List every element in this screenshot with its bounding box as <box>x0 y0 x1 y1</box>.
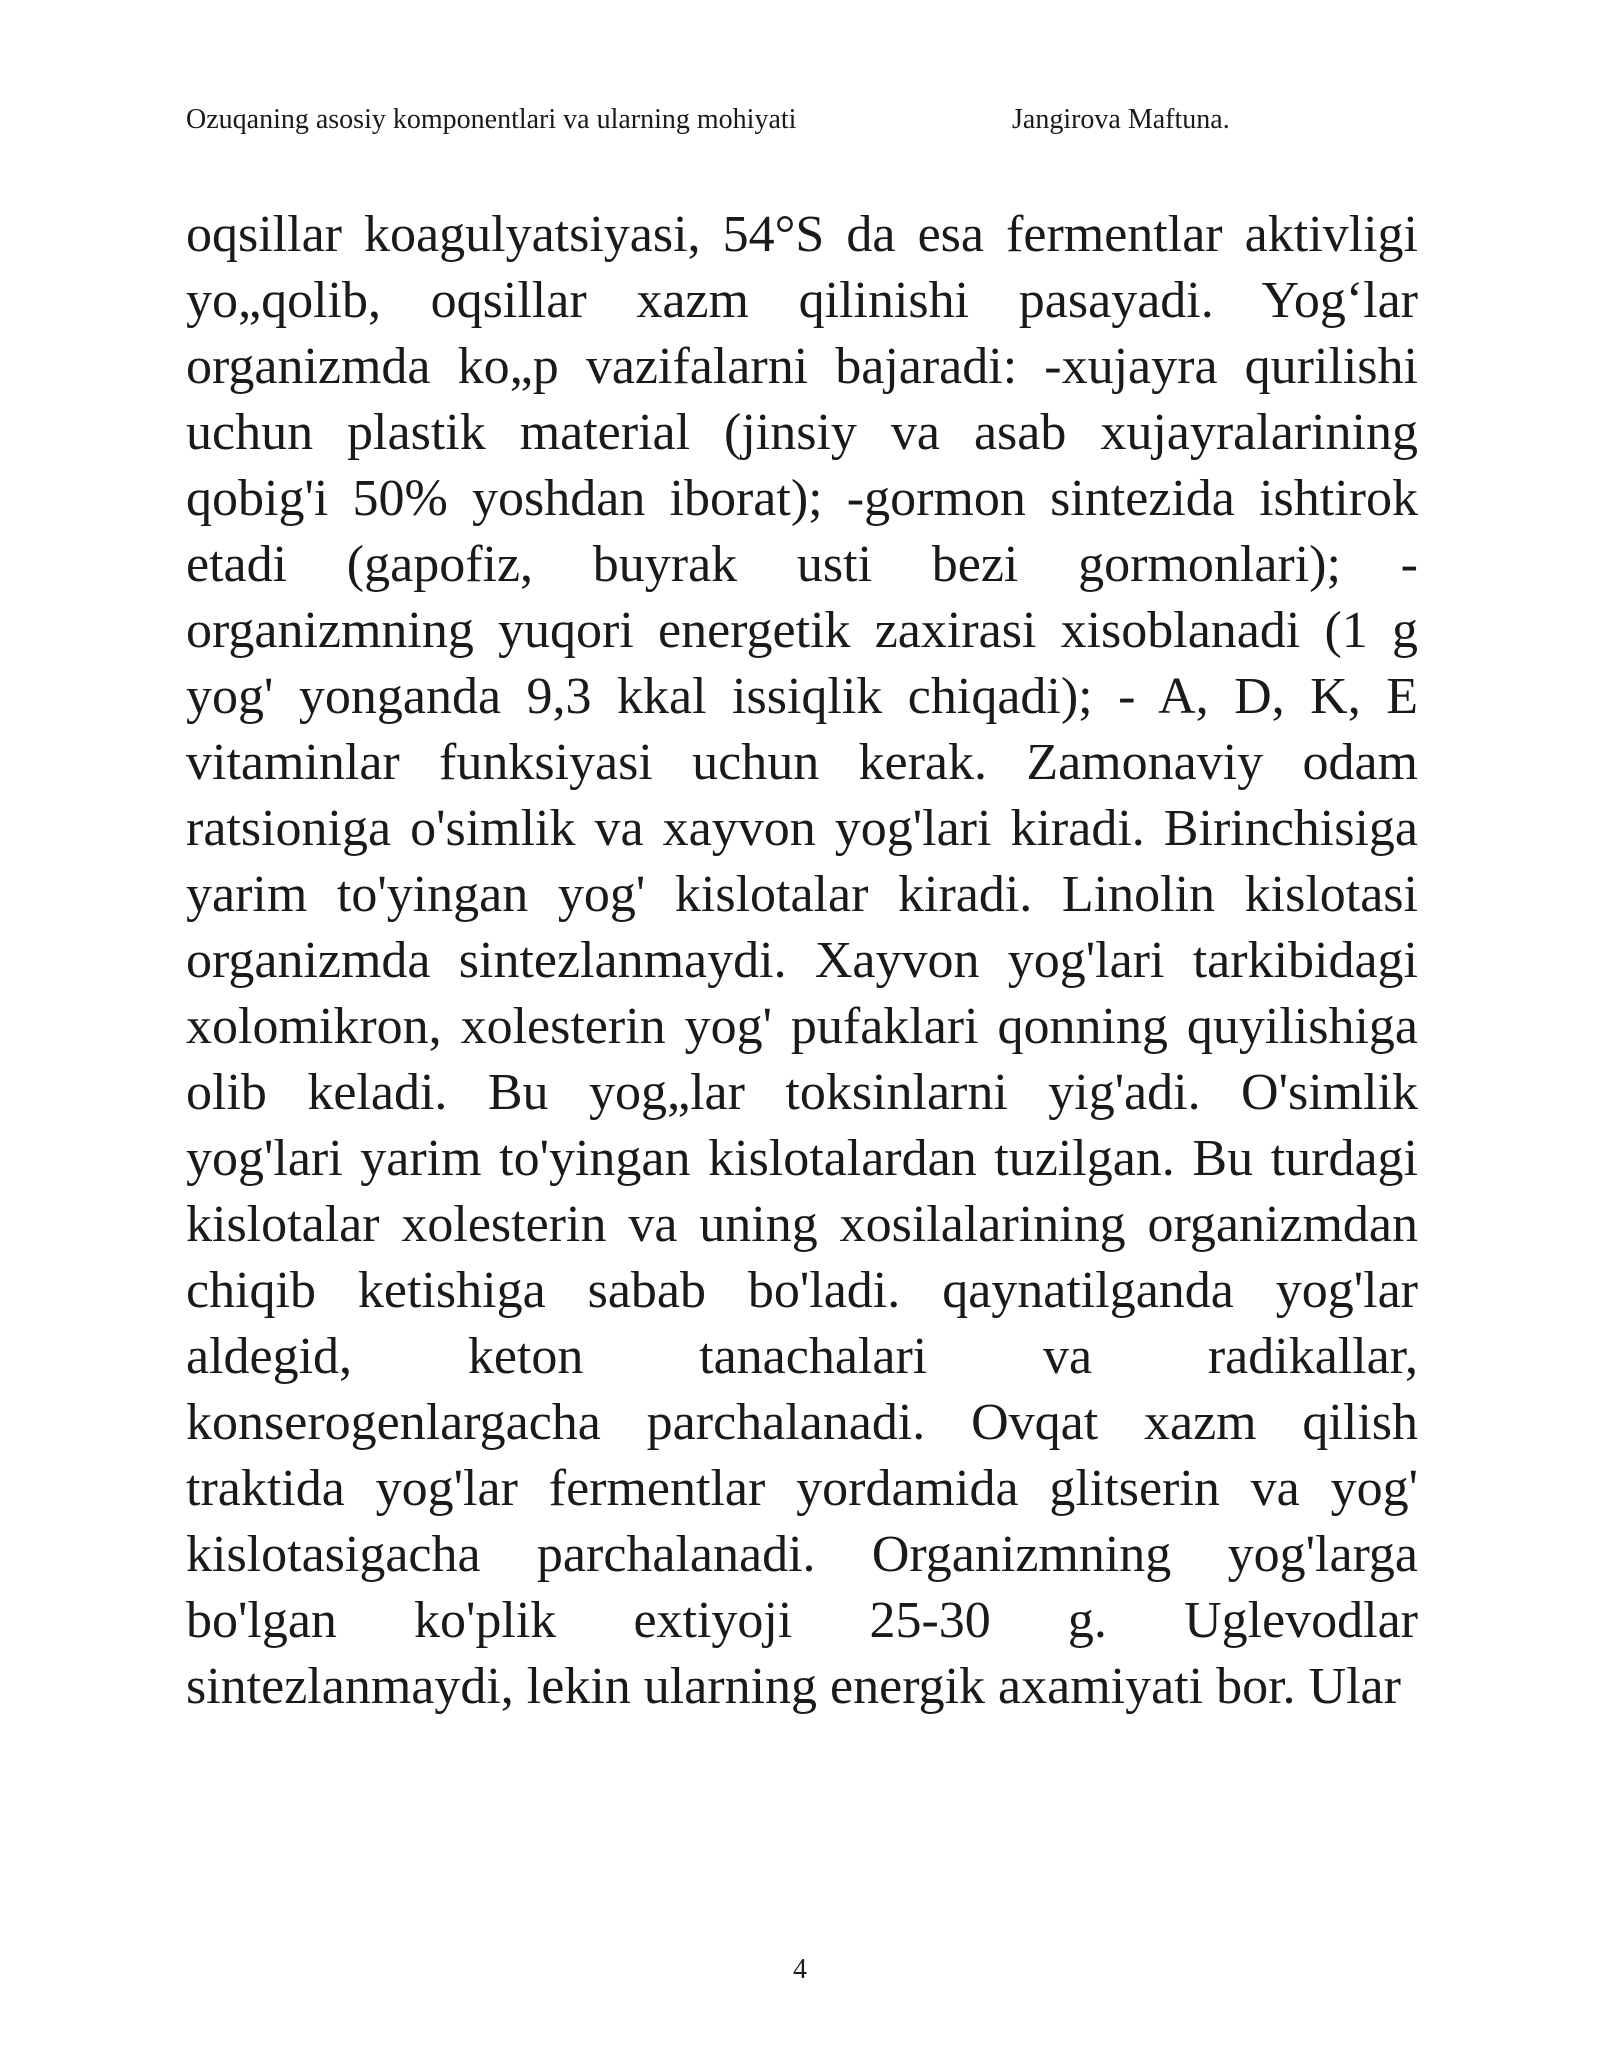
header-title: Ozuqaning asosiy komponentlari va ularning mohiyati <box>186 104 797 135</box>
page-header <box>186 100 1416 140</box>
header-author: Jangirova Maftuna. <box>1012 104 1230 135</box>
page-number: 4 <box>793 1954 807 1985</box>
body-paragraph: oqsillar koagulyatsiyasi, 54°S da esa fermentlar aktivligi yo„qolib, oqsillar xazm qilinishi pasayadi. Yog‘lar organizmda ko„p vazifalarni bajaradi: -xujayra qurilishi uchun plastik material (jinsiy va asab xujayralarining qobig'i 50% yoshdan iborat); -gormon sintezida ishtirok etadi (gapofiz, buyrak usti bezi gormonlari); - organizmning yuqori energetik zaxirasi xisoblanadi (1 g yog' yonganda 9,3 kkal issiqlik chiqadi); - A, D, K, E vitaminlar funksiyasi uchun kerak. Zamonaviy odam ratsioniga o'simlik va xayvon yog'lari kiradi. Birinchisiga yarim to'yingan yog' kislotalar kiradi. Linolin kislotasi organizmda sintezlanmaydi. Xayvon yog'lari tarkibidagi xolomikron, xolesterin yog' pufaklari qonning quyilishiga olib keladi. Bu yog„lar toksinlarni yig'adi. O'simlik yog'lari yarim to'yingan kislotalardan tuzilgan. Bu turdagi kislotalar xolesterin va uning xosilalarining organizmdan chiqib ketishiga sabab bo'ladi. qaynatilganda yog'lar aldegid, keton tanachalari va radikallar, konserogenlargacha parchalanadi. Ovqat xazm qilish traktida yog'lar fermentlar yordamida glitserin va yog' kislotasigacha parchalanadi. Organizmning yog'larga bo'lgan ko'plik extiyoji 25-30 g. Uglevodlar sintezlanmaydi, lekin ularning energik axamiyati bor. Ular <box>186 206 1418 1715</box>
